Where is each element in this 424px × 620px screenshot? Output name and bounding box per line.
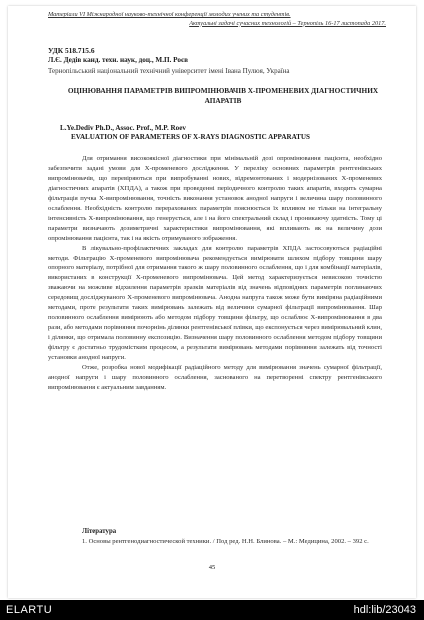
paragraph: Отже, розробка нової модифікації радіаційного методу для вимірювання значень сумарної фільтрації, анодної напруги і шару половинного ослаблення, заснованого на перетворенні спектру рентгенівського випромінювання є актуальним завданням. [48, 364, 382, 391]
title-ukrainian: ОЦІНЮВАННЯ ПАРАМЕТРІВ ВИПРОМІНЮВАЧІВ Х-ПРОМЕНЕВИХ ДІАГНОСТИЧНИХ АПАРАТІВ [67, 86, 379, 105]
conference-header [48, 11, 386, 28]
header-line-2: Актуальні задачі сучасних технологій – Тернопіль 16-17 листопада 2017. [189, 19, 386, 27]
viewer-footer-bar [0, 600, 424, 620]
page-number: 45 [208, 564, 216, 571]
header-line-1: Матеріали VI Міжнародної науково-технічної конференції молодих учених та студентів. [48, 11, 291, 18]
document-page [8, 6, 416, 598]
repository-label: ELARTU [6, 604, 53, 616]
paragraph: В лікувально-профілактичних закладах для контролю параметрів ХПДА застосовуються радіаційні методи. Фільтрацію Х-променевого випромінювача рекомендується вимірювати шляхом підбору товщини шару опорного матеріалу, потрібної для отримання такого ж шару половинного ослаблення, що і для комбінації матеріалів, використаних в конструкції Х-променевого випромінювача. Цей метод характеризується невисокою точністю зважаючи на можливе відхилення параметрів зразків матеріалів від значень відповідних параметрів поглинаючих середовищ досліджуваного Х-променевого випромінювача. Анодна напруга також може бути виміряна радіаційними методами, проте результати таких вимірювань залежать від величини сумарної фільтрації випромінювання. Шар половинного ослаблення вимірюють або методом підбору товщини фільтру, що ослаблює Х-випромінювання в два рази, або методами порівняння почорнінь ділянки рентгенівської плівки, що експонується через вимірювальний клин, і ділянки, що отримала половинну експозицію. Визначення шару половинного ослаблення методом підбору товщини фільтру є достатньо трудомістким процесом, а результати вимірювань методами порівняння залежать від точності установки анодної напруги. [48, 244, 382, 362]
title-english: EVALUATION OF PARAMETERS OF X-RAYS DIAGNOSTIC APPARATUS [71, 133, 310, 141]
reference-list [48, 537, 382, 547]
literature-heading: Література [82, 528, 117, 535]
authors-english: L.Ye.Dediv Ph.D., Assoc. Prof., M.P. Roev [60, 124, 186, 132]
affiliation: Тернопільський національний технічний університет імені Івана Пулюя, Україна [48, 67, 290, 75]
handle-identifier[interactable]: hdl:lib/23043 [353, 604, 416, 616]
article-body [48, 154, 382, 393]
reference-item: 1. Основы рентгенодиагностической техники. / Под ред. Н.Н. Блинова. – М.: Медицина, 2002. – 392 с. [82, 538, 369, 545]
authors-ukrainian: Л.Є. Дедів канд. техн. наук, доц., М.П. Роєв [48, 56, 188, 64]
udk-code: УДК 518.715.6 [48, 46, 95, 55]
paragraph: Для отримання високоякісної діагностики при мінімальній дозі опромінювання пацієнта, необхідно забезпечити задані умови для Х-променевого дослідження. У переліку основних параметрів рентгенівських випромінювачів, що перевіряються при випробуванні нових, відремонтованих і модернізованих Х-променевих діагностичних апаратів (ХПДА), а також при проведенні періодичного контролю таких апаратів, входить сумарна фільтрація пучка Х-випромінювання, точність виконання установок анодної напруги і величина шару половинного ослаблення. Необхідність контролю перерахованих параметрів пояснюється їх впливом не тільки на інтегральну інтенсивність Х-випромінювання, що генерується, але і на його спектральний склад і проникаючу здатність. Тому ці параметри визначають дозиметричні характеристики випромінювання, які впливають як на величину дози опромінювання пацієнта, так і на якість отримуваного зображення. [48, 155, 382, 242]
